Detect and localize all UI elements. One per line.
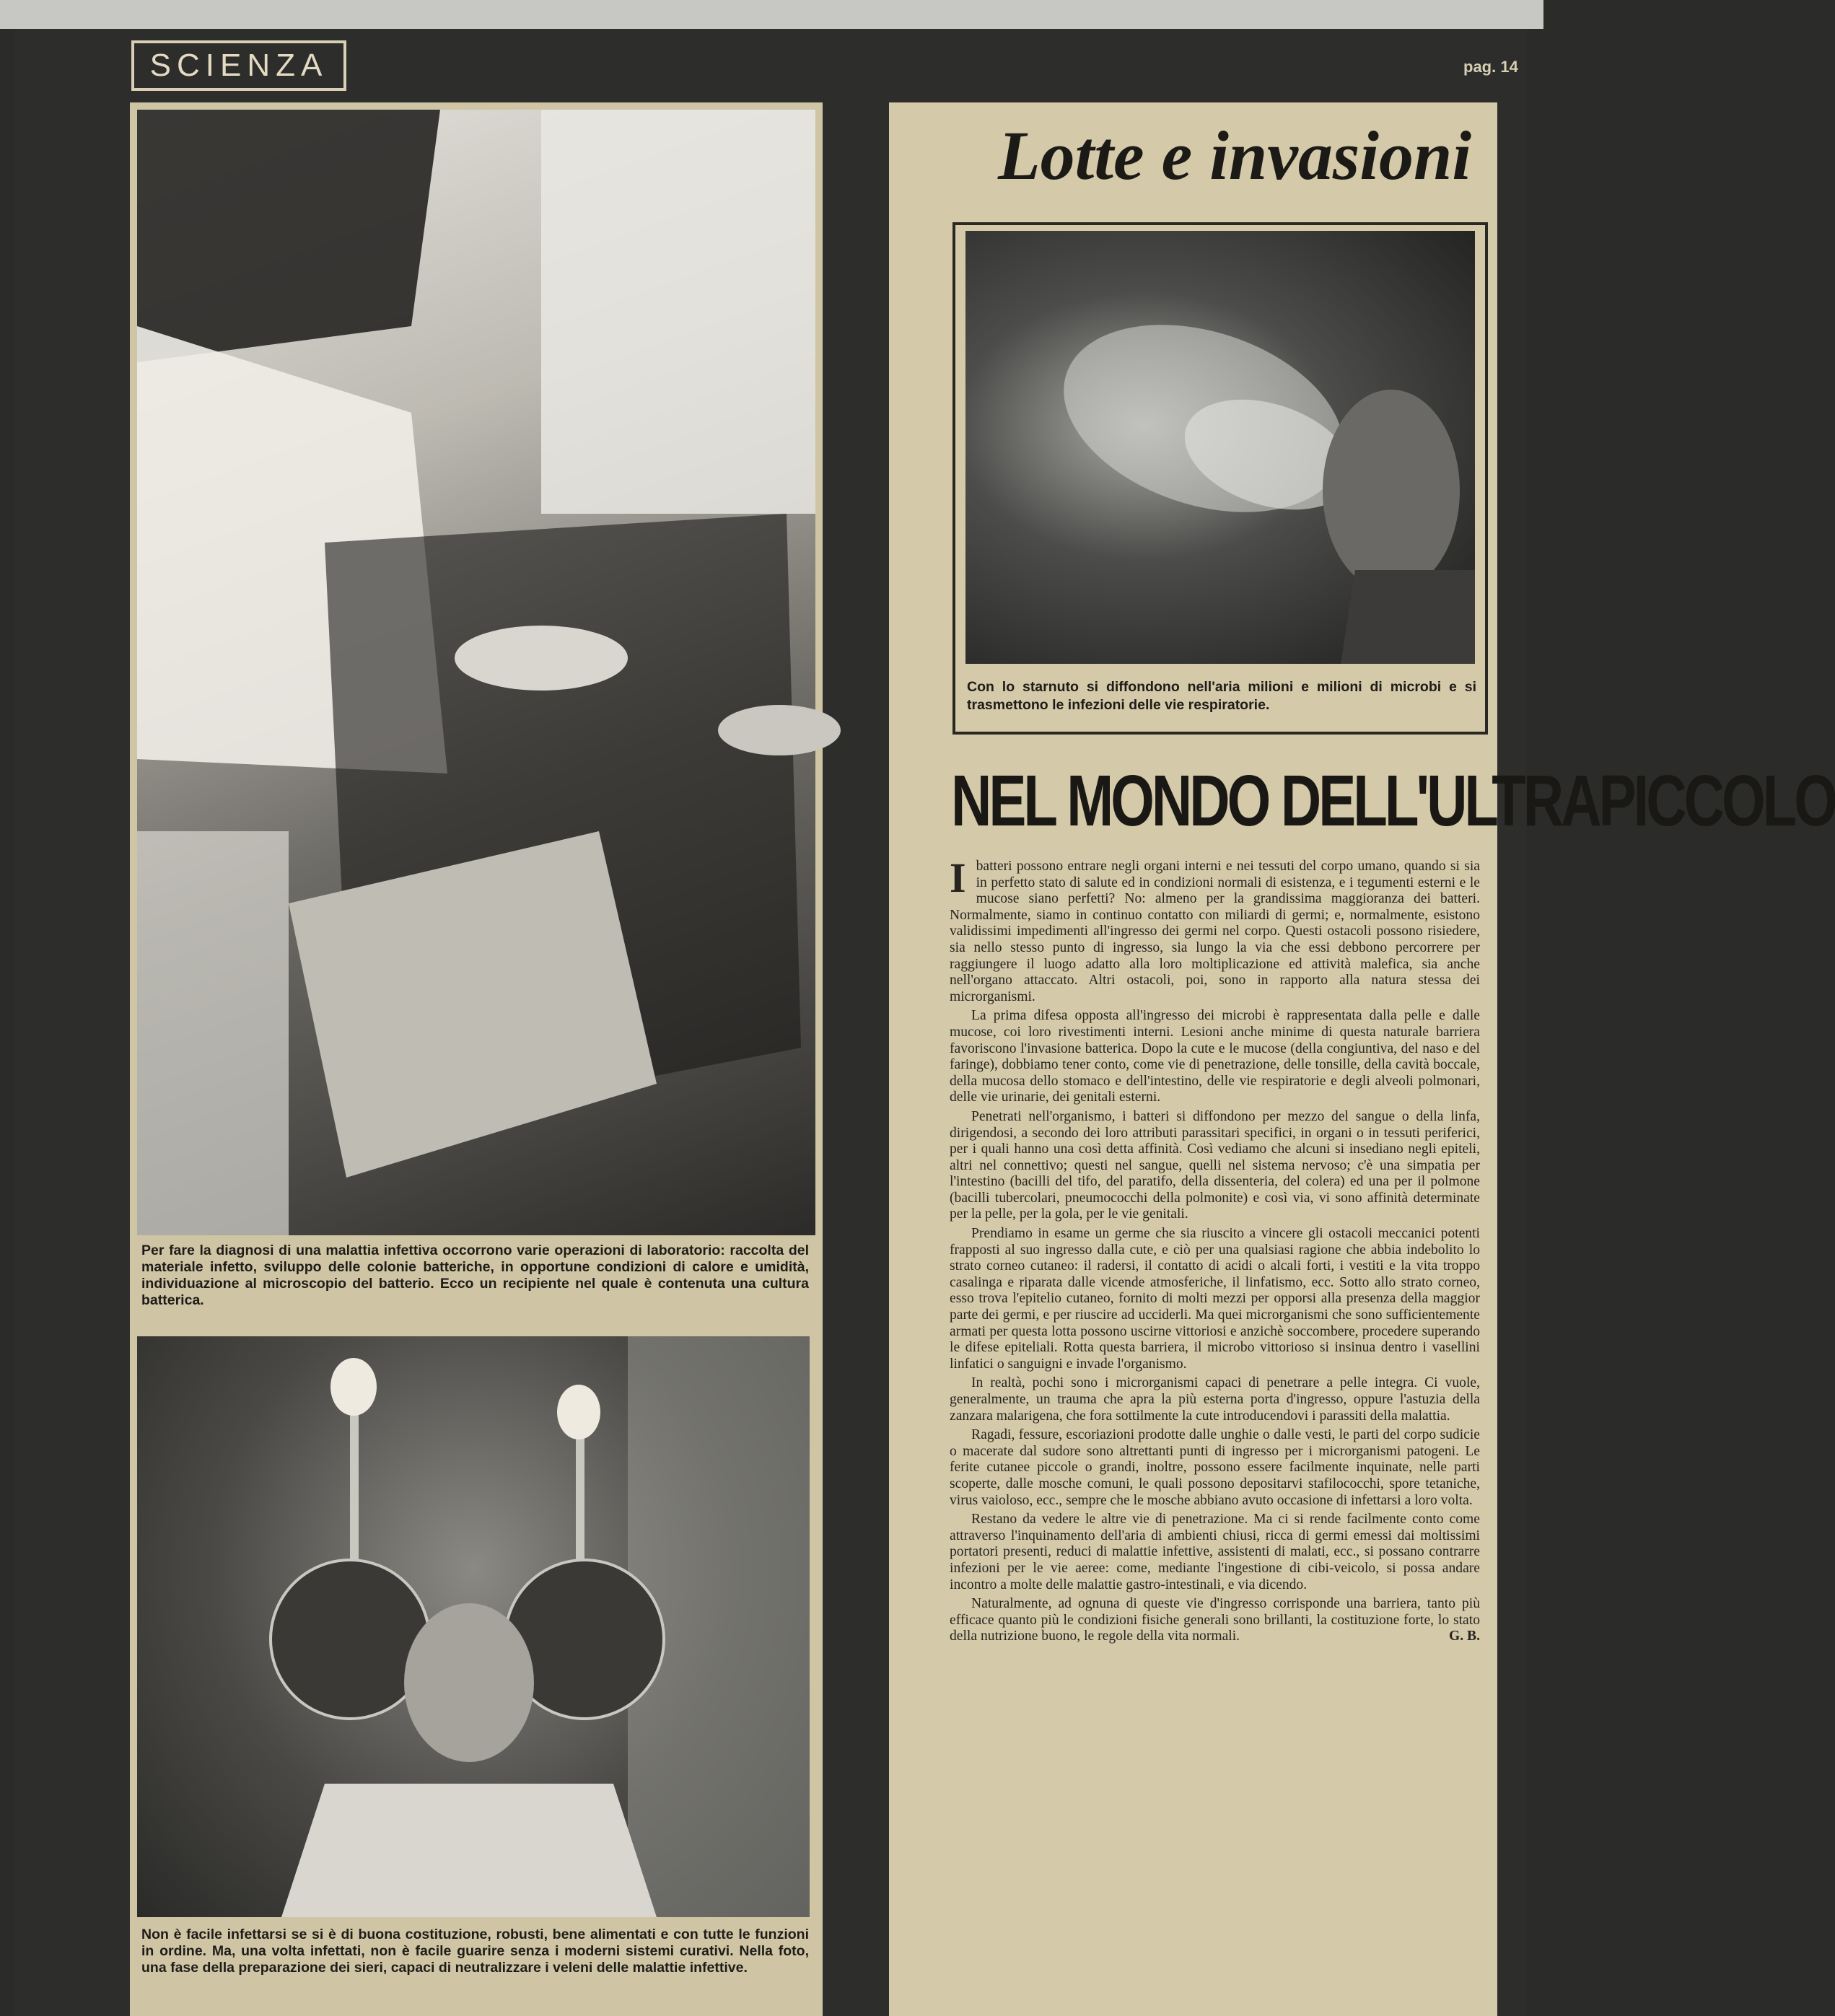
section-label: SCIENZA: [131, 40, 346, 91]
article-paragraph: Naturalmente, ad ognuna di queste vie d'ingresso corrisponde una barriera, tanto più efficace quanto più le condizioni fisiche generali sono brillanti, la costituzione forte, lo stato della nutrizione buono, le regole della vita normali. G. B.: [950, 1596, 1480, 1644]
article-body: [950, 854, 1480, 1648]
caption-sneeze: Con lo starnuto si diffondono nell'aria milioni e milioni di microbi e si trasmettono le infezioni delle vie respiratorie.: [967, 679, 1476, 713]
author-signature: G. B.: [1448, 1629, 1480, 1644]
sneeze-photo: [965, 231, 1475, 664]
caption-serum-preparation: Non è facile infettarsi se si è di buona costituzione, robusti, bene alimentati e con tutte le funzioni in ordine. Ma, una volta infettati, non è facile guarire senza i moderni sistemi curativi. Nella foto, una fase della preparazione dei sieri, capaci di neutralizzare i veleni delle malattie infettive.: [141, 1927, 809, 1976]
article-paragraph: Prendiamo in esame un germe che sia riuscito a vincere gli ostacoli meccanici potenti frapposti al suo ingresso dalla cute, e ciò per una qualsiasi ragione che abbia indebolito lo strato corneo cutaneo: il radersi, il contatto di acidi o alcali forti, i vestiti e la vita troppo casalinga e riparata dalle vicende atmosferiche, il linfatismo, ecc. Sotto allo strato corneo, esso trova l'epitelio cutaneo, fornito di molti mezzi per opporsi alla presenza della maggior parte dei germi, e per riuscire ad ucciderli. Ma quei microrganismi che sono sufficientemente armati per questa lotta possono uscirne vittoriosi e anzichè soccombere, procedere superando le difese epiteliali. Rotta questa barriera, il microbo vittorioso si insinua dentro i vasellini linfatici o sanguigni e invade l'organismo.: [950, 1226, 1480, 1372]
scan-border: [0, 0, 1543, 29]
article-paragraph: Ibatteri possono entrare negli organi interni e nei tessuti del corpo umano, quando si sia in perfetto stato di salute ed in condizioni normali di esistenza, e i tegumenti esterni e le mucose siano perfetti? No: almeno per la grandissima maggioranza dei batteri. Normalmente, siamo in continuo contatto con miliardi di germi; e, normalmente, esistono validissimi impedimenti all'ingresso dei germi nel corpo. Questi ostacoli possono risiedere, sia nello stesso punto di ingresso, sia lungo la via che essi debbono percorrere per raggiungere il luogo adatto alla loro moltiplicazione ed attività malefica, sia anche nell'organo attaccato. Altri ostacoli, poi, sono in rapporto alla natura stessa dei microrganismi.: [950, 854, 1480, 1004]
page-number: pag. 14: [1463, 58, 1518, 76]
article-paragraph: In realtà, pochi sono i microrganismi capaci di penetrare a pelle integra. Ci vuole, generalmente, un trauma che apra la più esterna porta d'ingresso, oppure l'astuzia della zanzara malarigena, che fora sottilmente la cute introducendovi i parassiti della malattia.: [950, 1375, 1480, 1424]
article-headline: NEL MONDO DELL'ULTRAPICCOLO: [951, 760, 1835, 841]
article-paragraph: Ragadi, fessure, escoriazioni prodotte dalle unghie o dalle vesti, le parti del corpo sudicie o macerate dal sudore sono altrettanti punti di ingresso per i microrganismi patogeni. Le ferite cutanee piccole o grandi, inoltre, possono essere facilmente inquinate, nelle parti scoperte, dalle mosche comuni, le quali possono depositarvi stafilococchi, spore tetaniche, virus vaioloso, ecc., sempre che le mosche abbiano avuto occasione di infettarsi a loro volta.: [950, 1427, 1480, 1508]
kicker-title: Lotte e invasioni: [998, 117, 1471, 194]
article-paragraph: Penetrati nell'organismo, i batteri si diffondono per mezzo del sangue o della linfa, dirigendosi, a secondo dei loro attributi parassitari specifici, in organi o in tessuti periferici, per i quali hanno una così detta affinità. Così vediamo che alcuni si insediano negli epiteli, altri nel connettivo; questi nel sangue, quelli nel sistema nervoso; c'è una simpatia per l'intestino (bacilli del tifo, del paratifo, della dissenteria, del colera) ed una per il polmone (bacilli tubercolari, pneumococchi della polmonite) e così via, vi sono affinità determinate per la pelle, per la gola, per le vie genitali.: [950, 1108, 1480, 1222]
article-paragraph: Restano da vedere le altre vie di penetrazione. Ma ci si rende facilmente conto come attraverso l'inquinamento dell'aria di ambienti chiusi, ricca di germi emessi dai moltissimi portatori presenti, reduci di malattie infettive, assistenti di malati, ecc., si possano contrarre infezioni per le vie aeree: come, mediante l'ingestione di cibi-veicolo, si possa andare incontro a molte delle malattie gastro-intestinali, e via dicendo.: [950, 1512, 1480, 1592]
drop-cap: I: [950, 854, 966, 901]
caption-lab-diagnosis: Per fare la diagnosi di una malattia infettiva occorrono varie operazioni di laboratorio: raccolta del materiale infetto, sviluppo delle colonie batteriche, in opportune condizioni di calore e umidità, individuazione al microscopio del batterio. Ecco un recipiente nel quale è contenuta una cultura batterica.: [141, 1243, 809, 1308]
lab-photo-serum-flasks: [137, 1336, 810, 1917]
article-paragraph: La prima difesa opposta all'ingresso dei microbi è rappresentata dalla pelle e dalle mucose, coi loro rivestimenti interni. Lesioni anche minime di questa naturale barriera favoriscono l'invasione batterica. Dopo la cute e le mucose (della congiuntiva, del naso e del faringe), dobbiamo tener conto, come vie di penetrazione, delle tonsille, della cavità boccale, della mucosa dello stomaco e dell'intestino, delle vie respiratorie e degli alveoli polmonari, delle vie urinarie, dei genitali esterni.: [950, 1008, 1480, 1105]
lab-photo-incubator: [137, 110, 815, 1235]
